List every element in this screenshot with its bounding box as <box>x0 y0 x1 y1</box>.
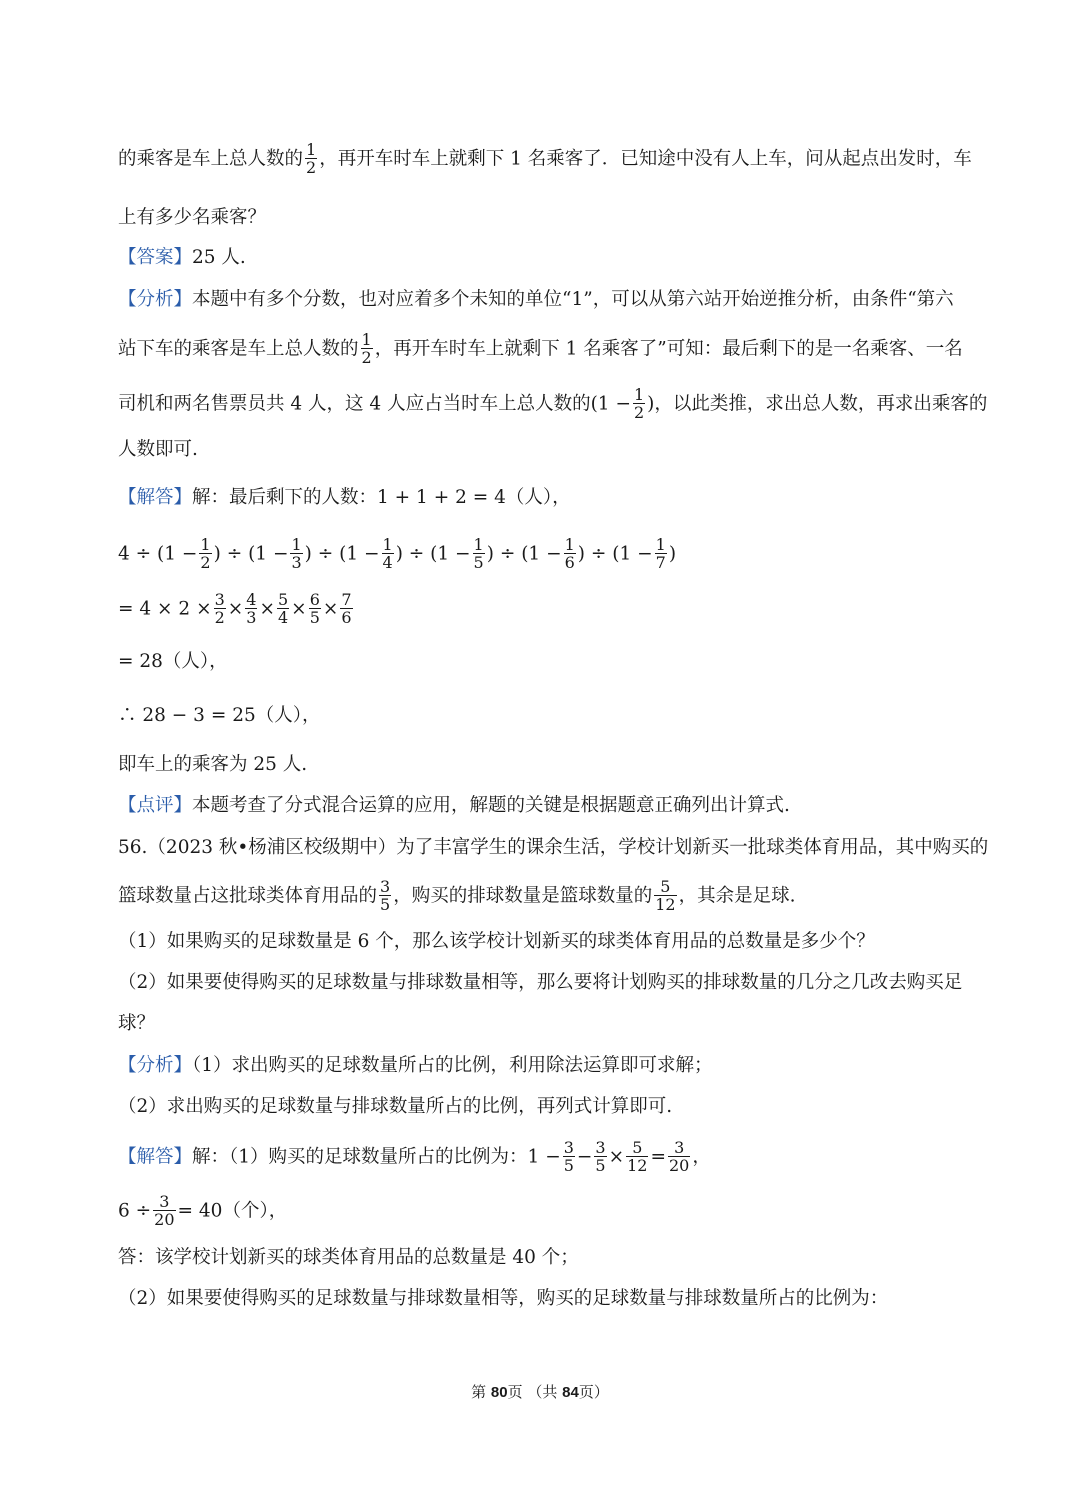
numerator: 1 <box>382 535 393 554</box>
fraction <box>633 386 645 421</box>
math-run: × <box>608 1146 625 1168</box>
math-run: × <box>259 598 275 620</box>
fraction <box>214 591 226 626</box>
math-run: ) ÷ (1 − <box>577 543 653 565</box>
numerator: 1 <box>633 385 645 404</box>
sub-question-2: 球？ <box>118 1013 156 1034</box>
problem-56-line: 56.（2023 秋•杨浦区校级期中）为了丰富学生的课余生活，学校计划新买一批球类体育用品，其中购买的 <box>118 837 989 858</box>
fraction <box>473 536 485 571</box>
page-number: 80 <box>490 1384 508 1401</box>
footer-text: 页 （共 <box>507 1383 563 1401</box>
solution-tag: 【解答】 <box>118 487 193 508</box>
denominator: 2 <box>306 158 317 177</box>
fraction <box>245 591 257 626</box>
total-pages: 84 <box>562 1384 579 1401</box>
math-run: 6 ÷ <box>118 1200 152 1222</box>
numerator: 3 <box>563 1138 574 1157</box>
math-run: − <box>576 1146 593 1168</box>
denominator: 4 <box>382 553 393 572</box>
footer-text: 第 <box>471 1383 491 1401</box>
math-run: ) <box>668 543 677 565</box>
solution-line <box>118 484 964 512</box>
fraction <box>626 1139 648 1174</box>
fraction <box>309 591 321 626</box>
numerator: 1 <box>306 140 317 159</box>
math-run: = <box>650 1146 666 1168</box>
fraction <box>594 1139 606 1174</box>
analysis-line <box>118 332 964 367</box>
fraction <box>668 1139 690 1174</box>
analysis-line <box>118 286 964 314</box>
denominator: 3 <box>291 553 302 572</box>
denominator: 2 <box>633 403 645 422</box>
math-run: × <box>291 598 307 620</box>
sub-question-2: （2）如果要使得购买的足球数量与排球数量相等，那么要将计划购买的排球数量的几分之几改去购买足 <box>118 972 963 993</box>
text-run: 本题中有多个分数，也对应着多个未知的单位“1”，可以从第六站开始逆推分析，由条件“第六 <box>192 289 954 310</box>
problem-text-line: 上有多少名乘客？ <box>118 207 267 228</box>
answer-tag: 【答案】 <box>118 247 193 268</box>
text-run: ，购买的排球数量是篮球数量的 <box>393 885 653 907</box>
numerator: 1 <box>473 535 484 554</box>
fraction <box>305 141 317 176</box>
denominator: 12 <box>627 1156 648 1175</box>
denominator: 6 <box>341 608 352 627</box>
analysis-line <box>118 385 988 422</box>
math-run: = 40（个）， <box>177 1200 288 1222</box>
denominator: 5 <box>309 608 320 627</box>
fraction <box>277 591 289 626</box>
denominator: 20 <box>154 1210 175 1229</box>
numerator: 3 <box>674 1138 685 1157</box>
denominator: 7 <box>655 553 666 572</box>
review-line <box>118 792 964 820</box>
math-run: ) ÷ (1 − <box>304 543 380 565</box>
text-run: （1）求出购买的足球数量所占的比例，利用除法运算即可求解； <box>192 1055 713 1076</box>
equation-line <box>118 537 964 572</box>
numerator: 7 <box>341 590 352 609</box>
math-run: 4 ÷ (1 − <box>118 543 198 565</box>
text-run: ，再开车时车上就剩下 1 名乘客了．已知途中没有人上车，问从起点出发时，车 <box>319 148 972 170</box>
numerator: 5 <box>277 590 289 609</box>
denominator: 2 <box>200 553 211 572</box>
answer-line <box>118 244 964 272</box>
equation-line: = 28（人）， <box>118 651 228 672</box>
text-run: 站下车的乘客是车上总人数的 <box>118 338 359 360</box>
equation-line <box>118 1194 964 1229</box>
equation-line: ∴ 28 − 3 = 25（人）， <box>118 705 321 726</box>
text-run: ，再开车时车上就剩下 1 名乘客了”可知：最后剩下的是一名乘客、一名 <box>374 338 963 360</box>
text-run: 本题考查了分式混合运算的应用，解题的关键是根据题意正确列出计算式. <box>192 795 790 816</box>
numerator: 5 <box>660 877 671 896</box>
denominator: 4 <box>277 608 289 627</box>
numerator: 1 <box>361 330 372 349</box>
math-run: (1 − <box>590 393 631 415</box>
review-tag: 【点评】 <box>118 795 193 816</box>
denominator: 5 <box>563 1156 574 1175</box>
analysis-line <box>118 1052 964 1080</box>
denominator: 5 <box>595 1156 606 1175</box>
math-run: ) <box>647 393 655 415</box>
math-run: ) ÷ (1 − <box>213 543 289 565</box>
denominator: 5 <box>473 553 484 572</box>
problem-56-line <box>118 879 964 914</box>
math-run: ) ÷ (1 − <box>486 543 562 565</box>
solution-text-line: 答：该学校计划新买的球类体育用品的总数量是 40 个； <box>118 1247 579 1268</box>
answer-text: 25 人. <box>192 247 246 268</box>
text-run: 篮球数量占这批球类体育用品的 <box>118 885 378 907</box>
fraction <box>290 536 302 571</box>
fraction <box>153 1193 175 1228</box>
math-run: = 4 × 2 × <box>118 598 212 620</box>
math-run: ) ÷ (1 − <box>395 543 471 565</box>
text-run: ，其余是足球. <box>678 885 796 907</box>
text-run: 解：最后剩下的人数：1 + 1 + 2 = 4（人）， <box>192 487 571 508</box>
denominator: 20 <box>668 1156 690 1175</box>
fraction <box>563 1139 575 1174</box>
numerator: 5 <box>632 1138 643 1157</box>
analysis-tag: 【分析】 <box>118 1055 193 1076</box>
denominator: 3 <box>246 608 257 627</box>
equation-line <box>118 592 964 627</box>
math-run: × <box>322 598 339 620</box>
numerator: 4 <box>246 590 257 609</box>
solution-line <box>118 1140 964 1175</box>
fraction <box>654 878 676 913</box>
solution-tag: 【解答】 <box>118 1146 193 1168</box>
numerator: 1 <box>564 535 575 554</box>
numerator: 6 <box>309 590 320 609</box>
fraction <box>340 591 352 626</box>
denominator: 6 <box>564 553 575 572</box>
fraction <box>564 536 576 571</box>
solution-text-line: （2）如果要使得购买的足球数量与排球数量相等，购买的足球数量与排球数量所占的比例为： <box>118 1288 889 1309</box>
numerator: 1 <box>200 535 211 554</box>
denominator: 2 <box>361 348 372 367</box>
numerator: 3 <box>380 877 391 896</box>
analysis-line: （2）求出购买的足球数量与排球数量所占的比例，再列式计算即可. <box>118 1096 673 1117</box>
numerator: 1 <box>655 535 666 554</box>
denominator: 2 <box>214 608 225 627</box>
fraction <box>361 331 373 366</box>
text-run: 解：（1）购买的足球数量所占的比例为：1 − <box>192 1146 561 1168</box>
analysis-tag: 【分析】 <box>118 289 193 310</box>
numerator: 3 <box>159 1192 170 1211</box>
fraction <box>382 536 394 571</box>
analysis-line: 人数即可. <box>118 439 198 460</box>
numerator: 3 <box>595 1138 606 1157</box>
text-run: 司机和两名售票员共 4 人，这 4 人应占当时车上总人数的 <box>118 393 591 415</box>
text-run: 的乘客是车上总人数的 <box>118 148 304 170</box>
text-run: ， <box>692 1146 711 1168</box>
footer-text: 页） <box>578 1383 609 1401</box>
math-run: × <box>227 598 244 620</box>
denominator: 5 <box>380 895 391 914</box>
numerator: 1 <box>291 535 302 554</box>
problem-text-line <box>118 140 972 177</box>
fraction <box>199 536 211 571</box>
denominator: 12 <box>655 895 676 914</box>
sub-question-1: （1）如果购买的足球数量是 6 个，那么该学校计划新买的球类体育用品的总数量是多少个？ <box>118 931 875 952</box>
fraction <box>655 536 667 571</box>
fraction <box>379 878 391 913</box>
text-run: ，以此类推，求出总人数，再求出乘客的 <box>654 393 988 415</box>
page-footer <box>0 1382 1080 1403</box>
solution-text-line: 即车上的乘客为 25 人. <box>118 754 308 775</box>
numerator: 3 <box>214 590 225 609</box>
